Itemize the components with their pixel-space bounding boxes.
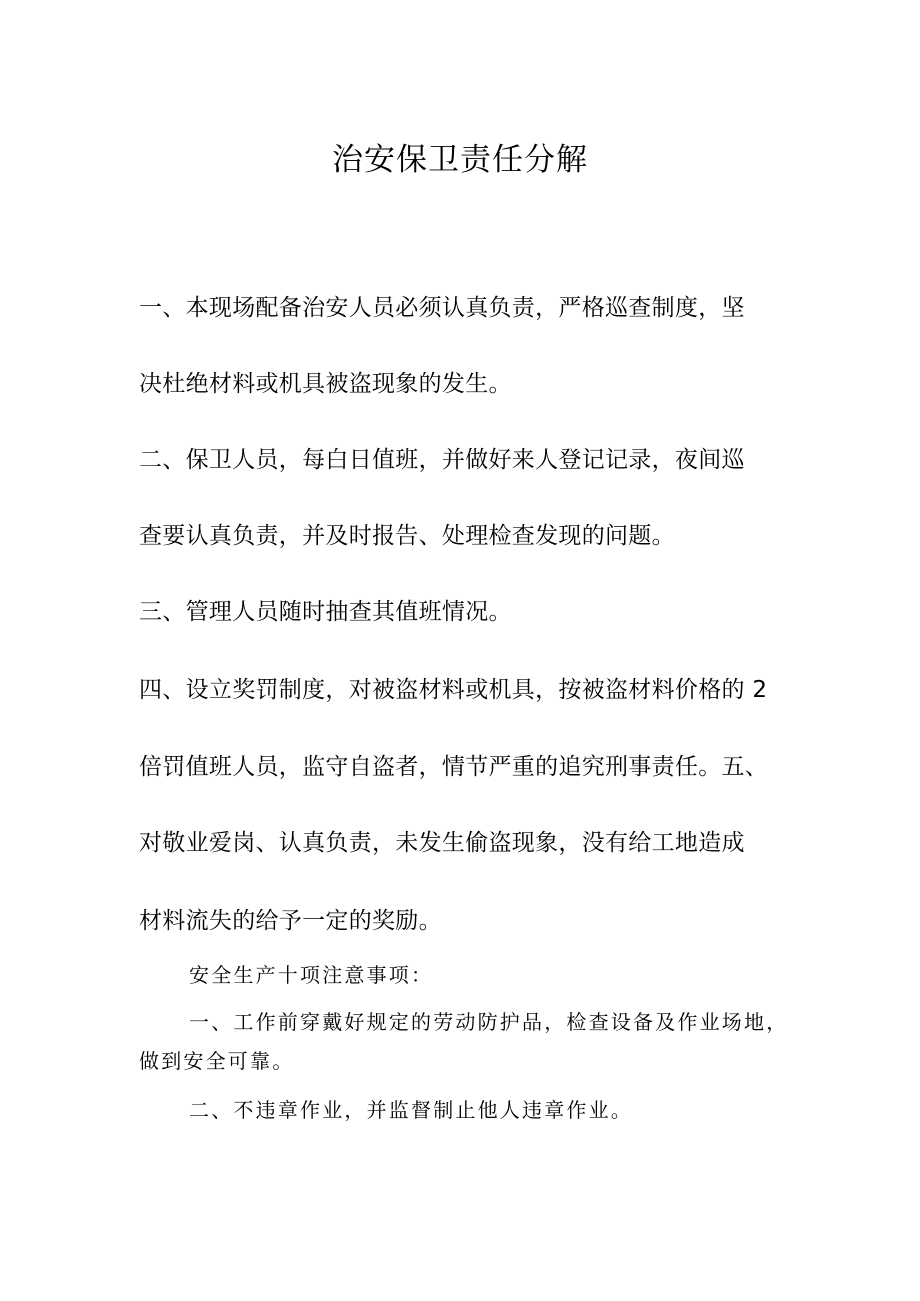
responsibility-line-9: 材料流失的给予一定的奖励。 <box>139 908 442 934</box>
responsibility-line-4: 查要认真负责，并及时报告、处理检查发现的问题。 <box>139 523 675 549</box>
responsibility-line-7: 倍罚值班人员，监守自盗者，情节严重的追究刑事责任。五、 <box>139 754 769 780</box>
responsibility-line-2: 决杜绝材料或机具被盗现象的发生。 <box>139 371 512 397</box>
responsibility-line-3: 二、保卫人员，每白日值班，并做好来人登记记录，夜间巡 <box>139 447 745 473</box>
responsibility-line-1: 一、本现场配备治安人员必须认真负责，严格巡查制度，坚 <box>139 295 745 321</box>
safety-heading: 安全生产十项注意事项： <box>189 963 434 987</box>
responsibility-line-8: 对敬业爱岗、认真负责，未发生偷盗现象，没有给工地造成 <box>139 830 745 856</box>
responsibility-line-5: 三、管理人员随时抽查其值班情况。 <box>139 599 512 625</box>
safety-item-1-line-1: 一、工作前穿戴好规定的劳动防护品，检查设备及作业场地， <box>189 1010 789 1034</box>
document-title: 治安保卫责任分解 <box>332 142 588 178</box>
responsibility-line-6: 四、设立奖罚制度，对被盗材料或机具，按被盗材料价格的 2 <box>139 677 768 703</box>
safety-item-1-line-2: 做到安全可靠。 <box>139 1049 295 1073</box>
safety-item-2: 二、不违章作业，并监督制止他人违章作业。 <box>189 1098 633 1122</box>
